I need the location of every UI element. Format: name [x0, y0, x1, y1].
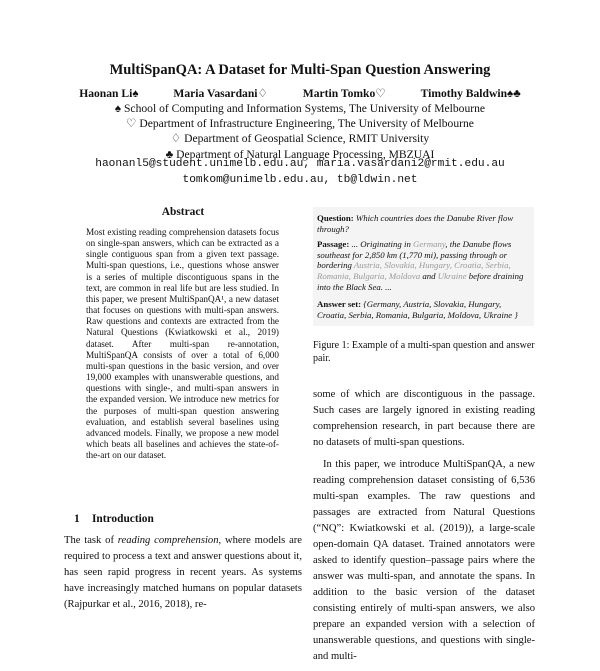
left-column	[64, 206, 302, 461]
author: Maria Vasardani♢	[173, 87, 268, 100]
figure-caption: Figure 1: Example of a multi-span question and answer pair.	[313, 340, 535, 364]
section-title: Introduction	[92, 513, 154, 525]
figure-answer	[317, 299, 530, 320]
figure-question	[317, 213, 530, 234]
introduction-body	[64, 533, 302, 613]
affiliation: ♣ Department of Natural Language Processing, MBZUAI	[165, 147, 435, 161]
email-line: tomkom@unimelb.edu.au, tb@ldwin.net	[182, 174, 418, 186]
author: Timothy Baldwin♠♣	[420, 87, 521, 100]
right-column-body	[313, 387, 535, 671]
paragraph: In this paper, we introduce MultiSpanQA, a new reading comprehension dataset consisting of 6,536 multi-span examples. The raw questions and passages are extracted from Natural Questions (“NQ”: Kwiatkowski et al. (2019)), a large-scale open-domain QA dataset. Trained annotators were asked to identify question–passage pairs where the answer was multi-span, and annotate the spans. In addition to the basic version of the dataset consisting entirely of multi-span answers, we also prepare an expanded version with a selection of unanswerable questions, and questions with single- and multi-	[313, 459, 535, 662]
author-list	[0, 86, 600, 102]
email-list	[0, 156, 600, 188]
highlighted-span: Ukraine	[437, 270, 467, 281]
author: Martin Tomko♡	[302, 87, 386, 100]
passage-text: , the Danube flows southeast for 2,850 km (1,770 mi), passing through or bordering	[317, 239, 512, 271]
affiliation: ♢ Department of Geospatial Science, RMIT University	[170, 132, 430, 146]
abstract-heading: Abstract	[161, 206, 205, 218]
intro-text-part: The task of	[64, 535, 118, 546]
section-number: 1	[74, 513, 80, 525]
figure-passage	[317, 239, 530, 292]
affiliation: ♡ Department of Infrastructure Engineering, The University of Melbourne	[126, 117, 474, 131]
passage-text: before draining into the Black Sea. ...	[317, 270, 524, 292]
highlighted-span: Austria, Slovakia, Hungary, Croatia, Serbia, Romania, Bulgaria, Moldova	[317, 260, 511, 281]
question-label: Question:	[317, 213, 354, 223]
question-text: Which countries does the Danube River flow through?	[317, 213, 514, 234]
abstract-body: Most existing reading comprehension datasets focus on single-span answers, which can be extracted as a single contiguous span from a given text passage. Multi-span questions, i.e., questions whose answer is a series of multiple discontiguous spans in the text, are common in real life but are less studied. In this paper, we present MultiSpanQA¹, a new dataset that focuses on questions with multi-span answers. Raw questions and contexts are extracted from the Natural Questions (Kwiatkowski et al., 2019) dataset. After multi-span re-annotation, MultiSpanQA consists of over a total of 6,000 multi-span questions in the basic version, and over 19,000 examples with unanswerable questions, and questions with single-, and multi-span answers in the expanded version. We introduce new metrics for the purposes of multi-span question answering evaluation, and establish several baselines using advanced models. Finally, we propose a new model which beats all baselines and achieves the state-of-the-art on our dataset.	[86, 227, 279, 461]
affiliation: ♠ School of Computing and Information Systems, The University of Melbourne	[114, 102, 486, 115]
paragraph: some of which are discontiguous in the passage. Such cases are largely ignored in existing reading comprehension research, in part because there are no datasets of multi-span questions.	[313, 389, 535, 448]
affiliation-list	[0, 101, 600, 162]
highlighted-span: Germany	[413, 239, 446, 250]
intro-text-part: , where models are required to process a text and answer questions about it, has seen rapid progress in recent years. As systems have increasingly matched humans on popular datasets (Rajpurkar et al., 2016, 2018), re-	[64, 535, 303, 610]
email-line: haonanl5@student.unimelb.edu.au, maria.vasardani2@rmit.edu.au	[95, 158, 505, 170]
author: Haonan Li♠	[79, 87, 139, 100]
figure-example-box	[313, 207, 534, 326]
passage-label: Passage:	[317, 239, 350, 250]
answer-text: {Germany, Austria, Slovakia, Hungary, Croatia, Serbia, Romania, Bulgaria, Moldova, Ukraine }	[317, 299, 518, 320]
answer-label: Answer set:	[317, 299, 362, 310]
intro-emphasis: reading comprehension	[117, 535, 219, 546]
passage-text: and	[420, 270, 438, 281]
section-heading-introduction	[74, 513, 154, 525]
passage-text: ... Originating in	[351, 239, 414, 250]
paper-title: MultiSpanQA: A Dataset for Multi-Span Question Answering	[109, 62, 491, 78]
